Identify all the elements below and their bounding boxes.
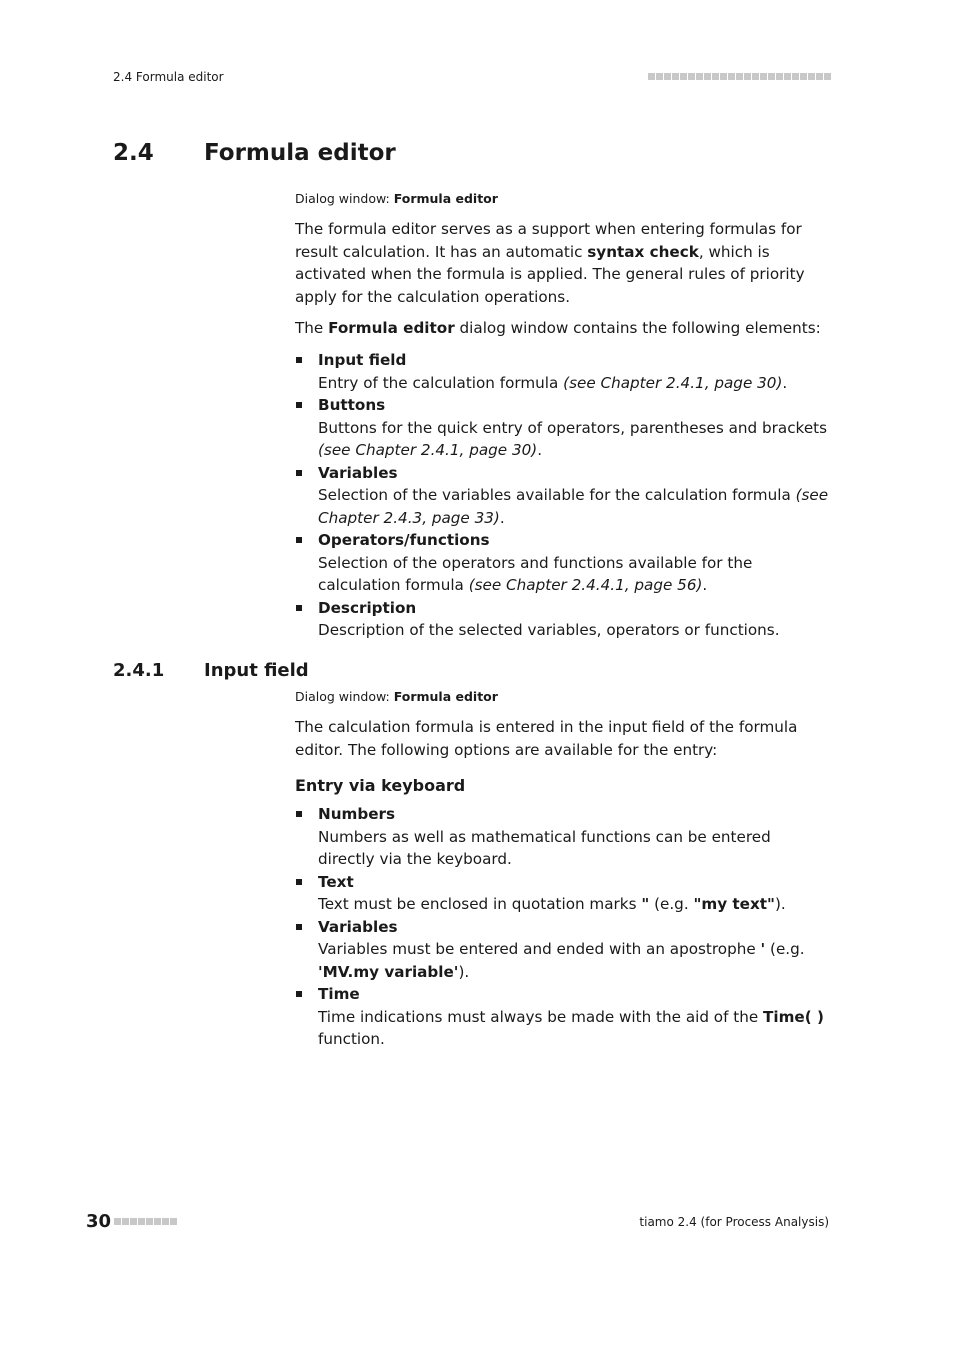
intro-paragraph: The formula editor serves as a support when entering formulas for result calculation. It has an automatic syntax check, which is activated when the formula is applied. The general rules of priority apply for the calculation operations. — [295, 220, 805, 306]
subsection-number: 2.4.1 — [113, 660, 165, 681]
cross-reference-link[interactable]: (see Chapter 2.4.1, page 30) — [563, 373, 783, 392]
footer-product: tiamo 2.4 (for Process Analysis) — [639, 1215, 829, 1229]
list-item: Text Text must be enclosed in quotation marks " (e.g. "my text"). — [295, 871, 830, 916]
subsection-title: Input field — [204, 660, 309, 681]
section-heading — [113, 140, 396, 166]
cross-reference-link[interactable]: (see Chapter 2.4.4.1, page 56) — [468, 576, 703, 594]
running-header: 2.4 Formula editor — [113, 70, 224, 84]
list-item: Variables Variables must be entered and ended with an apostrophe ' (e.g. 'MV.my variable'). — [295, 916, 830, 984]
list-item: Buttons Buttons for the quick entry of operators, parentheses and brackets (see Chapter 2.4.1, page 30). — [295, 394, 830, 462]
cross-reference-link[interactable]: (see Chapter 2.4.3, page 33) — [318, 486, 829, 527]
list-item: Time Time indications must always be made with the aid of the Time( ) function. — [295, 983, 830, 1051]
entry-via-keyboard-heading: Entry via keyboard — [295, 776, 466, 795]
keyboard-entry-list — [295, 803, 830, 1051]
subsection-heading — [113, 660, 309, 681]
dialog-window-note: Dialog window: Formula editor — [295, 191, 498, 206]
footer-decoration — [114, 1218, 177, 1225]
elements-list — [295, 349, 830, 642]
list-item: Numbers Numbers as well as mathematical functions can be entered directly via the keyboard. — [295, 803, 830, 871]
section-title: Formula editor — [204, 140, 396, 166]
elements-intro: The Formula editor dialog window contains the following elements: — [295, 319, 821, 337]
header-decoration — [648, 73, 831, 80]
dialog-window-note: Dialog window: Formula editor — [295, 689, 498, 704]
page-number: 30 — [86, 1211, 112, 1232]
cross-reference-link[interactable]: (see Chapter 2.4.1, page 30) — [318, 441, 538, 459]
list-item: Description Description of the selected variables, operators or functions. — [295, 597, 830, 642]
section-number: 2.4 — [113, 140, 154, 166]
input-field-intro: The calculation formula is entered in the input field of the formula editor. The following options are available for the entry: — [295, 718, 798, 759]
list-item: Operators/functions Selection of the operators and functions available for the calculation formula (see Chapter 2.4.4.1, page 56). — [295, 529, 830, 597]
list-item: Variables Selection of the variables available for the calculation formula (see Chapter 2.4.3, page 33). — [295, 462, 830, 530]
list-item: Input field Entry of the calculation formula (see Chapter 2.4.1, page 30). — [295, 349, 830, 394]
